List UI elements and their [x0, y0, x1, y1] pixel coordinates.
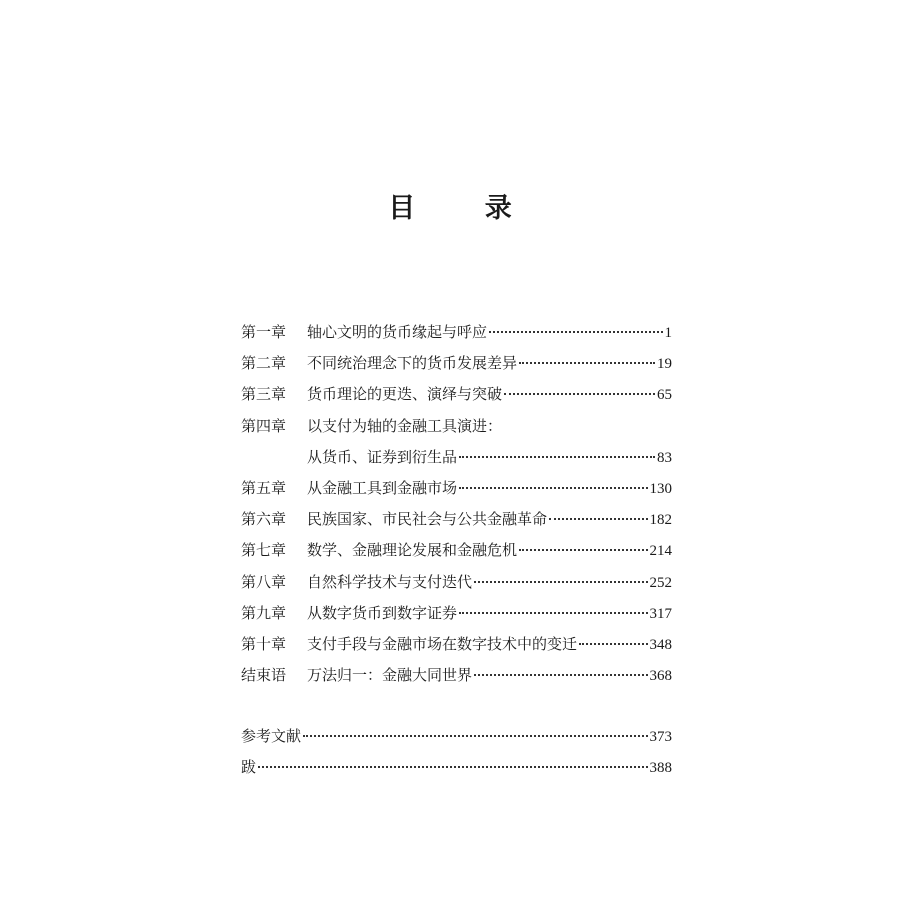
- table-of-contents: [241, 317, 672, 784]
- toc-entry[interactable]: [241, 379, 672, 410]
- toc-entry[interactable]: [241, 567, 672, 598]
- dot-leader: [489, 327, 662, 333]
- appendix-title: 跋: [241, 758, 257, 777]
- chapter-number: 第九章: [241, 603, 287, 622]
- page-number: 368: [649, 668, 672, 685]
- chapter-title: 从金融工具到金融市场: [307, 478, 458, 497]
- dot-leader: [474, 577, 647, 583]
- toc-entry[interactable]: [241, 535, 672, 566]
- chapter-title: 万法归一：金融大同世界: [307, 666, 473, 685]
- chapter-number: 第五章: [241, 478, 287, 497]
- chapter-title: 轴心文明的货币缘起与呼应: [307, 323, 488, 341]
- chapter-title: 从数字货币到数字证券: [307, 603, 458, 622]
- page-number: 83: [657, 449, 672, 466]
- toc-entry[interactable]: [241, 411, 672, 442]
- chapter-number: 第三章: [241, 385, 287, 404]
- dot-leader: [258, 762, 647, 768]
- toc-entry[interactable]: [241, 504, 672, 535]
- dot-leader: [459, 608, 647, 614]
- chapter-number: 第八章: [241, 572, 287, 591]
- chapter-number: 第六章: [241, 510, 287, 529]
- chapter-title: 货币理论的更迭、演绎与突破: [307, 385, 503, 404]
- appendix-title: 参考文献: [241, 727, 302, 746]
- page-number: 19: [657, 356, 672, 373]
- dot-leader: [579, 639, 647, 645]
- page-number: 252: [649, 574, 672, 591]
- dot-leader: [519, 358, 655, 364]
- chapter-title: 以支付为轴的金融工具演进：: [307, 416, 503, 435]
- chapter-number: 结束语: [241, 666, 287, 685]
- page-number: 388: [649, 760, 672, 777]
- page-number: 317: [649, 605, 672, 622]
- dot-leader: [519, 545, 647, 551]
- chapter-number: 第四章: [241, 416, 287, 435]
- appendix-entry[interactable]: [241, 752, 672, 783]
- toc-entry[interactable]: [241, 317, 672, 348]
- chapter-number: 第十章: [241, 634, 287, 653]
- toc-entry[interactable]: [241, 348, 672, 379]
- toc-entry[interactable]: [241, 660, 672, 691]
- chapter-title: 支付手段与金融市场在数字技术中的变迁: [307, 634, 578, 653]
- chapter-number: 第二章: [241, 354, 287, 373]
- toc-entry[interactable]: [241, 629, 672, 660]
- chapter-title: 不同统治理念下的货币发展差异: [307, 354, 518, 373]
- chapter-title: 民族国家、市民社会与公共金融革命: [307, 510, 548, 529]
- page-number: 214: [649, 543, 672, 560]
- dot-leader: [459, 483, 647, 489]
- dot-leader: [504, 389, 655, 395]
- page-number: 182: [649, 512, 672, 529]
- page-number: 348: [649, 636, 672, 653]
- chapter-title: 数学、金融理论发展和金融危机: [307, 541, 518, 560]
- dot-leader: [459, 452, 655, 458]
- toc-entry-continued[interactable]: [241, 442, 672, 473]
- chapter-title: 自然科学技术与支付迭代: [307, 572, 473, 591]
- toc-entry[interactable]: [241, 598, 672, 629]
- chapter-number: 第七章: [241, 541, 287, 560]
- dot-leader: [474, 670, 647, 676]
- chapter-number: 第一章: [241, 323, 287, 341]
- page-number: 130: [649, 480, 672, 497]
- page-title: 目 录: [388, 193, 542, 224]
- dot-leader: [303, 731, 647, 737]
- page-number: 65: [657, 387, 672, 404]
- page-number: 1: [664, 325, 672, 341]
- dot-leader: [549, 514, 647, 520]
- toc-entry[interactable]: [241, 473, 672, 504]
- page-number: 373: [649, 729, 672, 746]
- chapter-title: 从货币、证券到衍生品: [307, 447, 458, 466]
- appendix-entry[interactable]: [241, 721, 672, 752]
- section-gap: [241, 691, 672, 721]
